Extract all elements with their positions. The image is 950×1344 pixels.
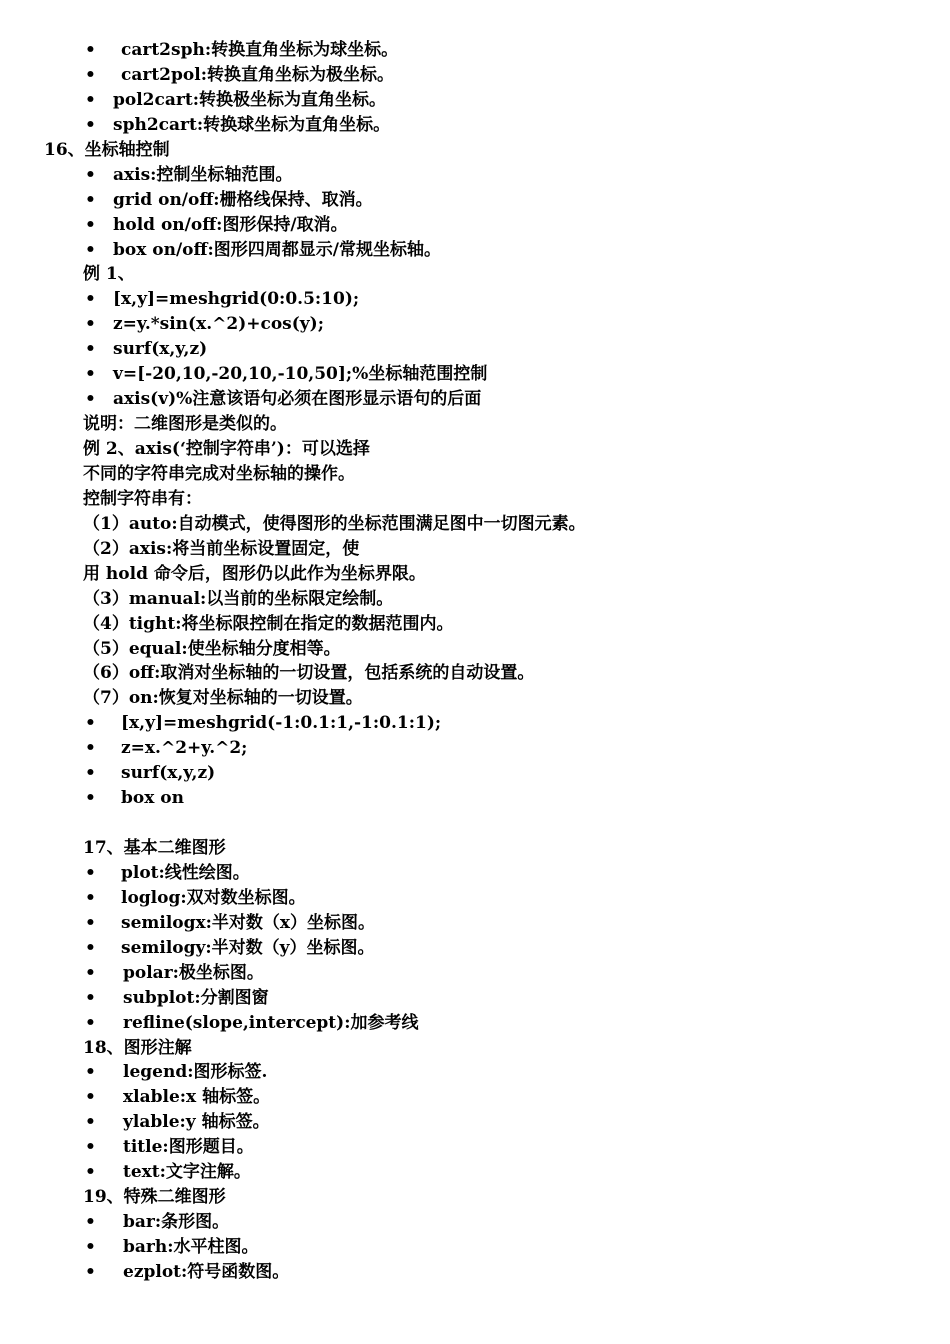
bullet-icon: •	[85, 862, 96, 883]
list-item	[0, 387, 950, 412]
list-item-text: semilogx:半对数（x）坐标图。	[121, 912, 376, 933]
text-line: （6）off:取消对坐标轴的一切设置，包括系统的自动设置。	[83, 663, 535, 684]
list-item	[0, 1210, 950, 1235]
bullet-icon: •	[85, 1012, 96, 1033]
bullet-icon: •	[85, 214, 96, 235]
list-item	[0, 1110, 950, 1135]
bullet-icon: •	[85, 987, 96, 1008]
text-line: 17、基本二维图形	[83, 838, 226, 858]
bullet-icon: •	[85, 763, 96, 784]
text-line: （7）on:恢复对坐标轴的一切设置。	[83, 688, 363, 709]
list-item-text: text:文字注解。	[123, 1162, 251, 1183]
list-item	[0, 1235, 950, 1260]
list-item-text: loglog:双对数坐标图。	[121, 887, 306, 908]
list-item	[0, 986, 950, 1011]
bullet-icon: •	[85, 164, 96, 185]
bullet-icon: •	[85, 1087, 96, 1108]
list-item-text: cart2sph:转换直角坐标为球坐标。	[121, 40, 399, 60]
list-item-text: hold on/off:图形保持/取消。	[113, 214, 348, 235]
list-item	[0, 1085, 950, 1110]
bullet-icon: •	[85, 937, 96, 958]
list-item-text: ezplot:符号函数图。	[123, 1261, 290, 1282]
list-item	[0, 736, 950, 761]
list-item-text: [x,y]=meshgrid(0:0.5:10);	[113, 289, 360, 310]
text-line: （4）tight:将坐标限控制在指定的数据范围内。	[83, 613, 454, 634]
document-page	[0, 38, 950, 1285]
blank-line	[0, 811, 950, 836]
bullet-icon: •	[85, 713, 96, 734]
bullet-icon: •	[85, 314, 96, 335]
list-item-text: xlable:x 轴标签。	[123, 1087, 271, 1108]
bullet-icon: •	[85, 239, 96, 260]
list-item	[0, 38, 950, 63]
list-item-text: barh:水平柱图。	[123, 1237, 259, 1257]
list-item-text: subplot:分割图窗	[123, 987, 269, 1008]
list-item-text: polar:极坐标图。	[123, 962, 264, 983]
text-line: 18、图形注解	[83, 1037, 192, 1058]
bullet-icon: •	[85, 64, 96, 85]
text-line: （2）axis:将当前坐标设置固定，使	[83, 538, 360, 559]
bullet-icon: •	[85, 1062, 96, 1083]
list-item	[0, 936, 950, 961]
list-item	[0, 1011, 950, 1036]
list-item	[0, 1260, 950, 1285]
bullet-icon: •	[85, 962, 96, 983]
list-item	[0, 1060, 950, 1085]
bullet-icon: •	[85, 1162, 96, 1183]
list-item	[0, 188, 950, 213]
text-line: 不同的字符串完成对坐标轴的操作。	[83, 463, 355, 484]
list-item-text: z=y.*sin(x.^2)+cos(y);	[113, 314, 324, 335]
bullet-icon: •	[85, 912, 96, 933]
text-line: 说明：二维图形是类似的。	[83, 414, 287, 435]
list-item	[0, 88, 950, 113]
list-item	[0, 287, 950, 312]
list-item-text: surf(x,y,z)	[121, 763, 216, 784]
bullet-icon: •	[85, 389, 96, 410]
list-item	[0, 786, 950, 811]
list-item	[0, 861, 950, 886]
text-line: 控制字符串有：	[83, 488, 202, 509]
list-item-text: axis:控制坐标轴范围。	[113, 164, 293, 185]
text-line: 用 hold 命令后，图形仍以此作为坐标界限。	[83, 563, 426, 584]
list-item-text: semilogy:半对数（y）坐标图。	[121, 937, 375, 958]
list-item	[0, 337, 950, 362]
list-item	[0, 213, 950, 238]
list-item-text: grid on/off:栅格线保持、取消。	[113, 189, 373, 210]
list-item	[0, 63, 950, 88]
list-item-text: refline(slope,intercept):加参考线	[123, 1012, 419, 1033]
bullet-icon: •	[85, 289, 96, 310]
list-item	[0, 711, 950, 736]
text-line: （3）manual:以当前的坐标限定绘制。	[83, 588, 394, 609]
bullet-icon: •	[85, 1212, 96, 1233]
text-line: 例 1、	[83, 264, 135, 285]
list-item-text: sph2cart:转换球坐标为直角坐标。	[113, 114, 391, 135]
bullet-icon: •	[85, 1261, 96, 1282]
bullet-icon: •	[85, 887, 96, 908]
list-item-text: ylable:y 轴标签。	[123, 1112, 270, 1133]
list-item	[0, 1135, 950, 1160]
list-item	[0, 886, 950, 911]
list-item-text: box on/off:图形四周都显示/常规坐标轴。	[113, 239, 441, 260]
bullet-icon: •	[85, 364, 96, 385]
bullet-icon: •	[85, 1137, 96, 1158]
bullet-icon: •	[85, 1112, 96, 1133]
list-item-text: legend:图形标签.	[123, 1062, 268, 1083]
bullet-icon: •	[85, 189, 96, 210]
list-item-text: surf(x,y,z)	[113, 339, 208, 360]
bullet-icon: •	[85, 89, 96, 110]
bullet-icon: •	[85, 339, 96, 360]
list-item	[0, 238, 950, 263]
list-item-text: box on	[121, 788, 184, 809]
text-line: 例 2、axis(‘控制字符串’)：可以选择	[83, 439, 370, 459]
list-item-text: plot:线性绘图。	[121, 862, 250, 883]
list-item-text: v=[-20,10,-20,10,-10,50];%坐标轴范围控制	[113, 364, 488, 385]
bullet-icon: •	[85, 738, 96, 759]
list-item	[0, 113, 950, 138]
list-item	[0, 362, 950, 387]
text-line: 19、特殊二维图形	[83, 1187, 226, 1208]
list-item	[0, 961, 950, 986]
list-item	[0, 163, 950, 188]
list-item-text: title:图形题目。	[123, 1137, 254, 1158]
section-heading: 16、坐标轴控制	[44, 139, 170, 160]
list-item	[0, 312, 950, 337]
list-item-text: z=x.^2+y.^2;	[121, 738, 248, 759]
list-item-text: axis(v)%注意该语句必须在图形显示语句的后面	[113, 389, 482, 410]
bullet-icon: •	[85, 788, 96, 809]
bullet-icon: •	[85, 1237, 96, 1257]
bullet-icon: •	[85, 114, 96, 135]
list-item-text: [x,y]=meshgrid(-1:0.1:1,-1:0.1:1);	[121, 713, 442, 734]
list-item-text: bar:条形图。	[123, 1212, 230, 1233]
text-line: （1）auto:自动模式，使得图形的坐标范围满足图中一切图元素。	[83, 513, 586, 534]
list-item	[0, 911, 950, 936]
text-line: （5）equal:使坐标轴分度相等。	[83, 638, 341, 659]
bullet-icon: •	[85, 40, 96, 60]
list-item-text: pol2cart:转换极坐标为直角坐标。	[113, 89, 386, 110]
list-item	[0, 761, 950, 786]
list-item	[0, 1160, 950, 1185]
list-item-text: cart2pol:转换直角坐标为极坐标。	[121, 64, 394, 85]
